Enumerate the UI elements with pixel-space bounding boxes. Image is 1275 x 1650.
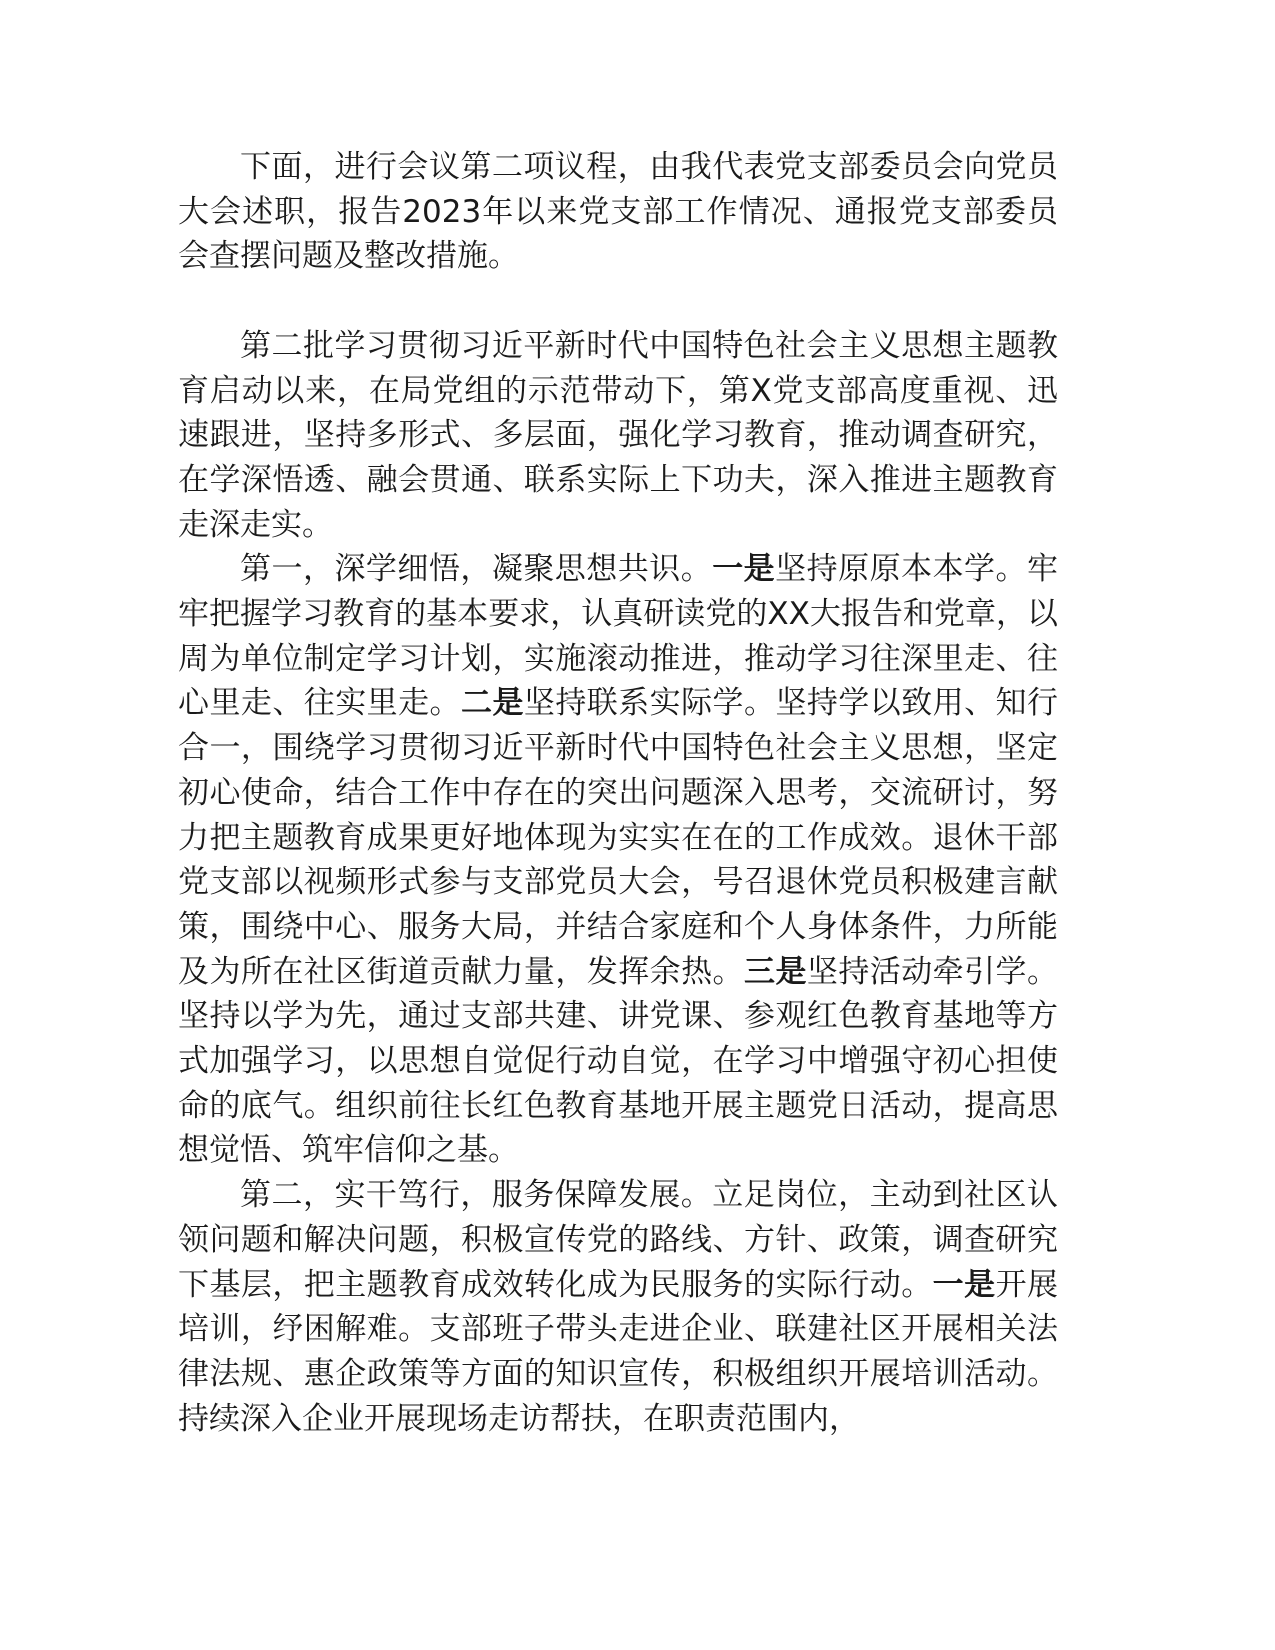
second-point-text-one: 开展培训，纾困解难。支部班子带头走进企业、联建社区开展相关法律法规、惠企政策等方面的知识宣传，积极组织开展培训活动。持续深入企业开展现场走访帮扶，在职责范围内， <box>178 1266 1059 1437</box>
second-point-intro: 第二，实干笃行，服务保障发展。立足岗位，主动到社区认领问题和解决问题，积极宣传党的路线、方针、政策，调查研究下基层，把主题教育成效转化成为民服务的实际行动。 <box>178 1177 1058 1303</box>
first-point-text-one: 坚持原原本本学。牢牢把握学习教育的基本要求，认真研读党的XX大报告和党章，以周为单位制定学习计划，实施滚动推进，推动学习往深里走、往心里走、往实里走。 <box>178 551 1059 722</box>
lead-phrase-two: 二是 <box>461 685 524 722</box>
lead-phrase-one: 一是 <box>932 1266 996 1303</box>
first-point-intro: 第一，深学细悟，凝聚思想共识。 <box>240 551 713 588</box>
first-point-text-three: 坚持活动牵引学。坚持以学为先，通过支部共建、讲党课、参观红色教育基地等方式加强学习，以思想自觉促行动自觉，在学习中增强守初心担使命的底气。组织前往长红色教育基地开展主题党日活动，提高思想觉悟、筑牢信仰之基。 <box>178 953 1059 1169</box>
first-point-text-two: 坚持联系实际学。坚持学以致用、知行合一，围绕学习贯彻习近平新时代中国特色社会主义思想，坚定初心使命，结合工作中存在的突出问题深入思考，交流研讨，努力把主题教育成果更好地体现为实实在在的工作成效。退休干部党支部以视频形式参与支部党员大会，号召退休党员积极建言献策，围绕中心、服务大局，并结合家庭和个人身体条件，力所能及为所在社区街道贡献力量，发挥余热。 <box>178 685 1058 990</box>
paragraph-agenda: 下面，进行会议第二项议程，由我代表党支部委员会向党员大会述职，报告2023年以来党支部工作情况、通报党支部委员会查摆问题及整改措施。 <box>178 149 1058 275</box>
lead-phrase-one: 一是 <box>712 551 776 588</box>
paragraph-second-point <box>178 1173 1058 1441</box>
paragraph-overview: 第二批学习贯彻习近平新时代中国特色社会主义思想主题教育启动以来，在局党组的示范带动下，第X党支部高度重视、迅速跟进，坚持多形式、多层面，强化学习教育，推动调查研究，在学深悟透、融会贯通、联系实际上下功夫，深入推进主题教育走深走实。 <box>178 327 1058 543</box>
lead-phrase-three: 三是 <box>744 953 807 990</box>
document-page <box>178 145 1058 1441</box>
paragraph-first-point <box>178 547 1058 1173</box>
